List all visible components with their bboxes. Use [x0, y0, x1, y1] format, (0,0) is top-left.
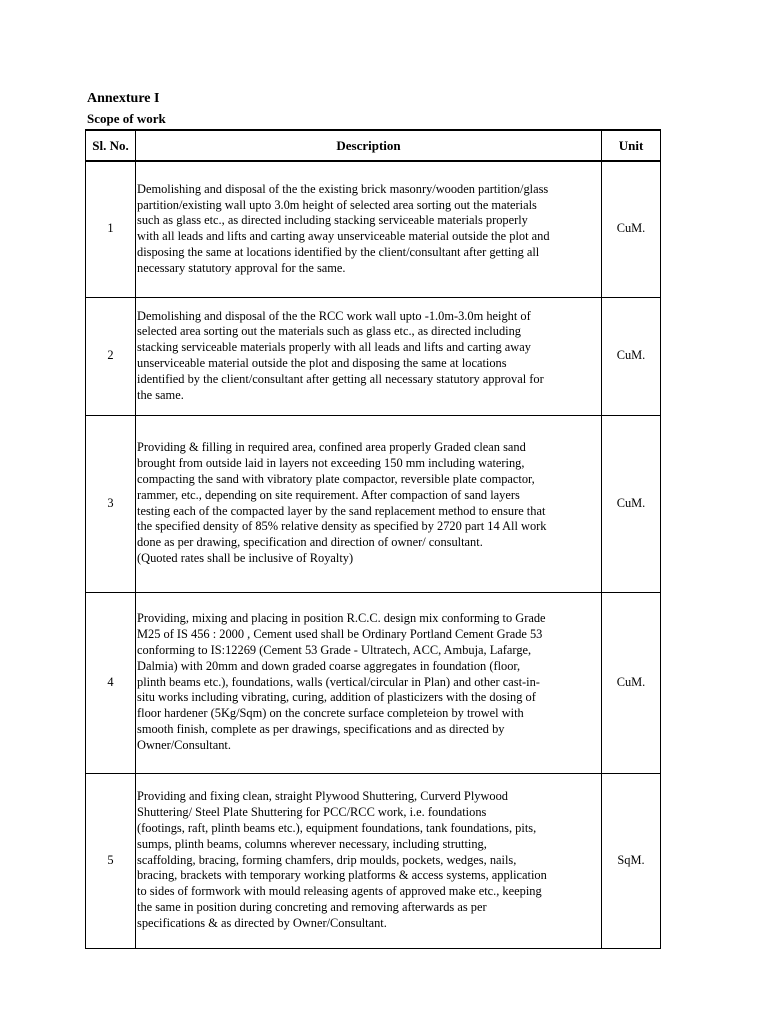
description-line: selected area sorting out the materials such as glass etc., as directed including: [137, 324, 521, 339]
document-subtitle: Scope of work: [87, 111, 166, 126]
description-line: the same.: [137, 387, 184, 402]
description-line: done as per drawing, specification and direction of owner/ consultant.: [137, 535, 483, 550]
description-line: with all leads and lifts and carting away unserviceable material outside the plot and: [137, 229, 550, 244]
description-line: Providing, mixing and placing in position R.C.C. design mix conforming to Grade: [137, 611, 546, 626]
row-unit: CuM.: [602, 592, 661, 773]
row-sl-no: 3: [86, 415, 136, 592]
row-description: [136, 297, 602, 415]
row-unit: CuM.: [602, 415, 661, 592]
row-description: [136, 161, 602, 297]
description-line: (Quoted rates shall be inclusive of Royalty): [137, 550, 354, 565]
description-line: smooth finish, complete as per drawings, specifications and as directed by: [137, 721, 505, 736]
description-line: Providing and fixing clean, straight Plywood Shuttering, Curverd Plywood: [137, 789, 508, 804]
description-line: compacting the sand with vibratory plate compactor, reversible plate compactor,: [137, 471, 535, 486]
scope-of-work-table: [85, 129, 661, 949]
description-line: conforming to IS:12269 (Cement 53 Grade - Ultratech, ACC, Ambuja, Lafarge,: [137, 643, 532, 657]
header-unit: Unit: [602, 130, 661, 161]
description-line: disposing the same at locations identified by the client/consultant after getting all: [137, 245, 540, 260]
description-line: necessary statutory approval for the same.: [137, 260, 346, 275]
description-line: testing each of the compacted layer by the sand replacement method to ensure that: [137, 503, 546, 518]
row-sl-no: 5: [86, 773, 136, 948]
description-line: Demolishing and disposal of the the RCC work wall upto -1.0m-3.0m height of: [137, 308, 531, 323]
table-header-row: [86, 130, 661, 161]
description-line: sumps, plinth beams, columns wherever necessary, including strutting,: [137, 836, 487, 851]
header-sl-no: Sl. No.: [86, 130, 136, 161]
table-row: [86, 592, 661, 773]
row-description: [136, 773, 602, 948]
document-title: Annexture I: [87, 91, 160, 106]
row-sl-no: 4: [86, 592, 136, 773]
description-line: (footings, raft, plinth beams etc.), equipment foundations, tank foundations, pits,: [137, 821, 537, 835]
row-unit: SqM.: [602, 773, 661, 948]
description-line: floor hardener (5Kg/Sqm) on the concrete surface completeion by trowel with: [137, 706, 524, 721]
description-line: identified by the client/consultant after getting all necessary statutory approval for: [137, 371, 544, 386]
description-line: partition/existing wall upto 3.0m height of selected area sorting out the materials: [137, 197, 537, 212]
description-line: stacking serviceable materials properly with all leads and lifts and carting away: [137, 340, 531, 355]
description-line: specifications & as directed by Owner/Consultant.: [137, 915, 387, 930]
row-sl-no: 2: [86, 297, 136, 415]
description-line: brought from outside laid in layers not exceeding 150 mm including watering,: [137, 456, 525, 471]
row-description: [136, 415, 602, 592]
description-line: plinth beams etc.), foundations, walls (vertical/circular in Plan) and other cast-in-: [137, 674, 540, 689]
description-line: scaffolding, bracing, forming chamfers, drip moulds, pockets, wedges, nails,: [137, 852, 517, 867]
table-row: [86, 161, 661, 297]
description-line: bracing, brackets with temporary working platforms & access systems, application: [137, 868, 547, 883]
description-line: such as glass etc., as directed including stacking serviceable materials properly: [137, 213, 528, 228]
table-row: [86, 297, 661, 415]
row-description: [136, 592, 602, 773]
row-sl-no: 1: [86, 161, 136, 297]
description-line: the same in position during concreting and removing afterwards as per: [137, 899, 487, 914]
description-line: unserviceable material outside the plot and disposing the same at locations: [137, 356, 507, 370]
header-description: Description: [136, 130, 602, 161]
description-line: the specified density of 85% relative density as specified by 2720 part 14 All work: [137, 519, 547, 534]
table-row: [86, 415, 661, 592]
row-unit: CuM.: [602, 161, 661, 297]
description-line: Owner/Consultant.: [137, 737, 231, 752]
description-line: to sides of formwork with mould releasing agents of approved make etc., keeping: [137, 884, 542, 899]
row-unit: CuM.: [602, 297, 661, 415]
description-line: Shuttering/ Steel Plate Shuttering for PCC/RCC work, i.e. foundations: [137, 805, 487, 820]
description-line: situ works including vibrating, curing, addition of plasticizers with the dosing of: [137, 690, 536, 705]
table-row: [86, 773, 661, 948]
description-line: rammer, etc., depending on site requirement. After compaction of sand layers: [137, 487, 520, 502]
description-line: Demolishing and disposal of the the existing brick masonry/wooden partition/glass: [137, 181, 549, 196]
description-line: Providing & filling in required area, confined area properly Graded clean sand: [137, 440, 526, 455]
description-line: Dalmia) with 20mm and down graded coarse aggregates in foundation (floor,: [137, 658, 521, 673]
description-line: M25 of IS 456 : 2000 , Cement used shall be Ordinary Portland Cement Grade 53: [137, 627, 543, 642]
